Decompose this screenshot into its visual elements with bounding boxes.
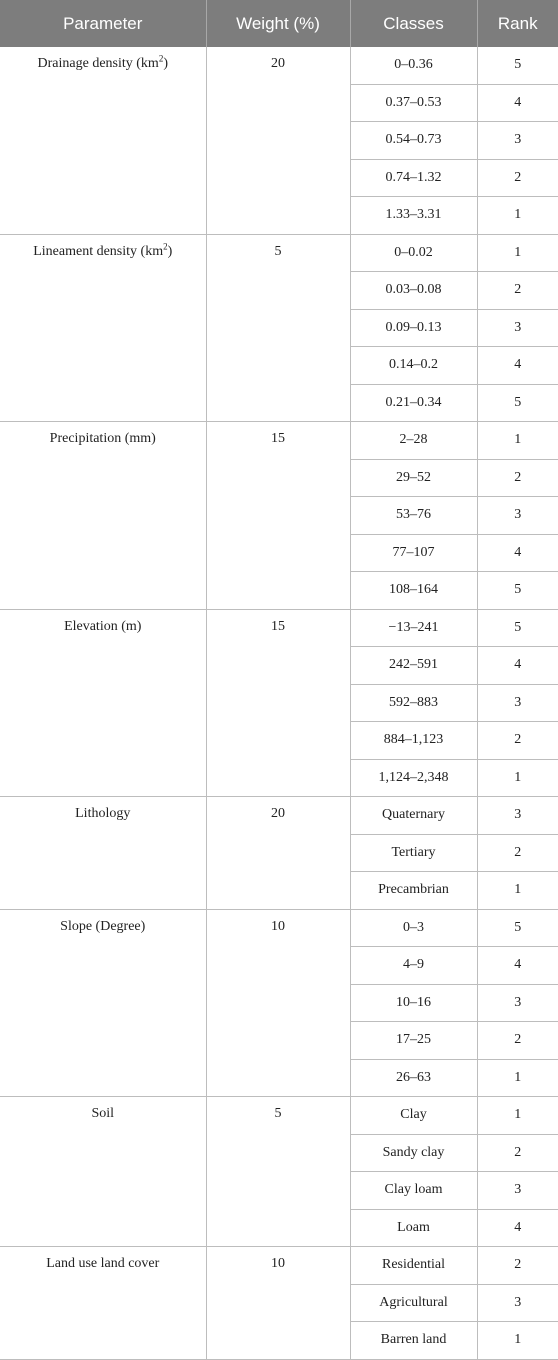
parameter-superscript: 2 [158,53,164,64]
rank-cell: 2 [477,1247,558,1285]
table-row [0,47,558,84]
rank-cell: 4 [477,947,558,985]
class-cell: 17–25 [350,1022,477,1060]
parameter-name: Land use land cover [46,1256,160,1271]
class-cell: 77–107 [350,534,477,572]
rank-cell: 5 [477,572,558,610]
rank-cell: 3 [477,309,558,347]
rank-cell: 4 [477,534,558,572]
parameter-cell [0,422,206,610]
rank-cell: 5 [477,909,558,947]
class-cell: 0.21–0.34 [350,384,477,422]
rank-cell: 4 [477,347,558,385]
class-cell: −13–241 [350,609,477,647]
class-cell: 242–591 [350,647,477,685]
rank-cell: 3 [477,1172,558,1210]
parameter-name: Soil [91,1106,115,1121]
parameter-name: Drainage density (km [37,56,159,71]
parameter-cell [0,609,206,797]
parameter-name: Lineament density (km [33,243,164,259]
class-cell: Tertiary [350,834,477,872]
class-cell: Sandy clay [350,1134,477,1172]
class-cell: Clay [350,1097,477,1135]
parameter-cell [0,234,206,422]
table-row [0,422,558,460]
rank-cell: 3 [477,497,558,535]
class-cell: 4–9 [350,947,477,985]
class-cell: 53–76 [350,497,477,535]
parameter-cell [0,1097,206,1247]
class-cell: 1.33–3.31 [350,197,477,235]
rank-cell: 1 [477,1322,558,1360]
header-row [0,0,558,47]
parameter-cell [0,797,206,910]
class-cell: 0.37–0.53 [350,84,477,122]
table-row [0,797,558,835]
parameter-name: Elevation (m) [64,618,142,634]
header-weight: Weight (%) [206,0,350,47]
header-rank: Rank [477,0,558,47]
class-cell: Clay loam [350,1172,477,1210]
rank-cell: 1 [477,1059,558,1097]
class-cell: Precambrian [350,872,477,910]
rank-cell: 2 [477,159,558,197]
class-cell: Quaternary [350,797,477,835]
parameter-name: Lithology [75,806,131,821]
class-cell: 29–52 [350,459,477,497]
class-cell: 0–0.02 [350,234,477,272]
header-parameter: Parameter [0,0,206,47]
class-cell: Loam [350,1209,477,1247]
table-row [0,609,558,647]
weight-cell: 5 [206,234,350,422]
class-cell: 0.14–0.2 [350,347,477,385]
class-cell: 0.09–0.13 [350,309,477,347]
class-cell: 0.74–1.32 [350,159,477,197]
rank-cell: 3 [477,684,558,722]
parameter-cell [0,47,206,234]
rank-cell: 2 [477,722,558,760]
rank-cell: 3 [477,984,558,1022]
rank-cell: 5 [477,384,558,422]
rank-cell: 1 [477,197,558,235]
parameter-superscript: 2 [163,240,168,251]
parameter-unit-close: ) [163,56,168,71]
header-classes: Classes [350,0,477,47]
rank-cell: 2 [477,834,558,872]
rank-cell: 3 [477,1284,558,1322]
parameter-unit-close: ) [167,243,173,259]
weight-cell: 15 [206,609,350,797]
rank-cell: 1 [477,1097,558,1135]
parameter-name: Precipitation (mm) [49,431,156,446]
rank-cell: 4 [477,647,558,685]
table-row [0,234,558,272]
rank-cell: 2 [477,1022,558,1060]
weight-cell: 15 [206,422,350,610]
class-cell: 592–883 [350,684,477,722]
rank-cell: 2 [477,1134,558,1172]
parameter-cell [0,1247,206,1360]
rank-cell: 2 [477,459,558,497]
rank-cell: 4 [477,84,558,122]
class-cell: 10–16 [350,984,477,1022]
weight-cell: 20 [206,797,350,910]
class-cell: 0.03–0.08 [350,272,477,310]
class-cell: Residential [350,1247,477,1285]
parameter-cell [0,909,206,1097]
table-header [0,0,558,47]
rank-cell: 4 [477,1209,558,1247]
rank-cell: 5 [477,609,558,647]
table-row [0,1247,558,1285]
class-cell: Barren land [350,1322,477,1360]
rank-cell: 3 [477,797,558,835]
weight-cell: 5 [206,1097,350,1247]
class-cell: 108–164 [350,572,477,610]
rank-cell: 1 [477,759,558,797]
rank-cell: 2 [477,272,558,310]
weight-cell: 10 [206,909,350,1097]
rank-cell: 1 [477,234,558,272]
class-cell: 2–28 [350,422,477,460]
table-row [0,909,558,947]
class-cell: 0–0.36 [350,47,477,84]
class-cell: 0.54–0.73 [350,122,477,160]
weight-cell: 10 [206,1247,350,1360]
class-cell: 26–63 [350,1059,477,1097]
rank-cell: 1 [477,872,558,910]
weight-cell: 20 [206,47,350,234]
rank-cell: 3 [477,122,558,160]
class-cell: Agricultural [350,1284,477,1322]
rank-cell: 5 [477,47,558,84]
class-cell: 0–3 [350,909,477,947]
class-cell: 884–1,123 [350,722,477,760]
table-row [0,1097,558,1135]
parameter-name: Slope (Degree) [60,918,146,934]
class-cell: 1,124–2,348 [350,759,477,797]
rank-cell: 1 [477,422,558,460]
table-body [0,47,558,1359]
